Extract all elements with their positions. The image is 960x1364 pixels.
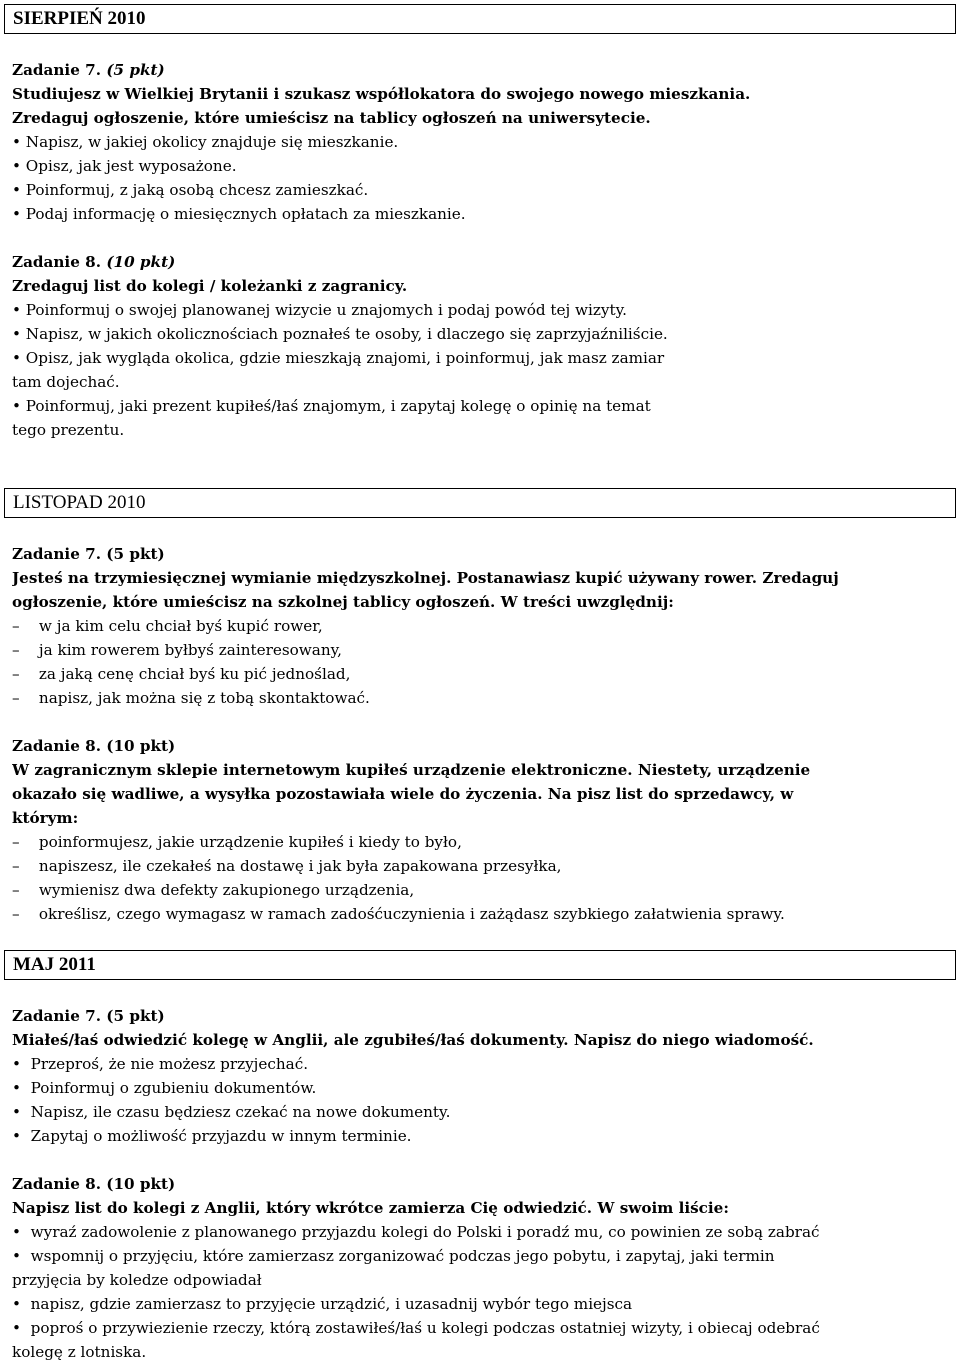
task-7-heading: Zadanie 7. (5 pkt) — [12, 1007, 165, 1025]
section-header-listopad-2010: LISTOPAD 2010 — [4, 488, 956, 518]
task-8-heading: Zadanie 8. (10 pkt) — [12, 1175, 176, 1193]
task-7-heading: Zadanie 7. (5 pkt) — [12, 545, 165, 563]
list-item: • wyraź zadowolenie z planowanego przyjazdu kolegi do Polski i poradź mu, co powinien ze sobą zabrać — [12, 1223, 820, 1241]
list-item: • poproś o przywiezienie rzeczy, którą zostawiłeś/łaś u kolegi podczas ostatniej wizyty, i obiecaj odebrać — [12, 1319, 820, 1337]
list-item-continuation: kolegę z lotniska. — [12, 1343, 147, 1361]
bullet-icon: • — [12, 1223, 21, 1241]
task-line: którym: — [12, 809, 79, 827]
task-line: ogłoszenie, które umieścisz na szkolnej tablicy ogłoszeń. W treści uwzględnij: — [12, 593, 674, 611]
list-item: • Opisz, jak jest wyposażone. — [12, 157, 237, 175]
task-line: Zredaguj ogłoszenie, które umieścisz na tablicy ogłoszeń na uniwersytecie. — [12, 109, 651, 127]
list-item: • Napisz, w jakich okolicznościach poznałeś te osoby, i dlaczego się zaprzyjaźniliście. — [12, 325, 668, 343]
task-8-heading: Zadanie 8. (10 pkt) — [12, 253, 176, 271]
dash-icon: – — [12, 905, 20, 923]
list-item-continuation: tego prezentu. — [12, 421, 125, 439]
list-item: • Zapytaj o możliwość przyjazdu w innym terminie. — [12, 1127, 412, 1145]
bullet-icon: • — [12, 349, 21, 367]
dash-icon: – — [12, 689, 20, 707]
bullet-icon: • — [12, 1103, 21, 1121]
task-line: Jesteś na trzymiesięcznej wymianie międzyszkolnej. Postanawiasz kupić używany rower. Zredaguj — [12, 569, 839, 587]
list-item: – napiszesz, ile czekałeś na dostawę i jak była zapakowana przesyłka, — [12, 857, 562, 875]
list-item: – za jaką cenę chciał byś ku pić jednoślad, — [12, 665, 351, 683]
list-item: • Przeproś, że nie możesz przyjechać. — [12, 1055, 309, 1073]
dash-icon: – — [12, 857, 20, 875]
dash-icon: – — [12, 641, 20, 659]
task-line: okazało się wadliwe, a wysyłka pozostawiała wiele do życzenia. Na pisz list do sprzedawcy, w — [12, 785, 794, 803]
task-line: Studiujesz w Wielkiej Brytanii i szukasz współlokatora do swojego nowego mieszkania. — [12, 85, 751, 103]
list-item: • Opisz, jak wygląda okolica, gdzie mieszkają znajomi, i poinformuj, jak masz zamiar — [12, 349, 665, 367]
bullet-icon: • — [12, 205, 21, 223]
list-item: – napisz, jak można się z tobą skontaktować. — [12, 689, 370, 707]
task-8-heading: Zadanie 8. (10 pkt) — [12, 737, 176, 755]
bullet-icon: • — [12, 325, 21, 343]
list-item: • napisz, gdzie zamierzasz to przyjęcie urządzić, i uzasadnij wybór tego miejsca — [12, 1295, 633, 1313]
list-item: • Poinformuj o zgubieniu dokumentów. — [12, 1079, 317, 1097]
task-7-heading: Zadanie 7. (5 pkt) — [12, 61, 165, 79]
dash-icon: – — [12, 881, 20, 899]
list-item: • Napisz, ile czasu będziesz czekać na nowe dokumenty. — [12, 1103, 451, 1121]
task-line: Napisz list do kolegi z Anglii, który wkrótce zamierza Cię odwiedzić. W swoim liście: — [12, 1199, 729, 1217]
bullet-icon: • — [12, 133, 21, 151]
section-header-sierpien-2010: SIERPIEŃ 2010 — [4, 4, 956, 34]
list-item: • Podaj informację o miesięcznych opłatach za mieszkanie. — [12, 205, 466, 223]
list-item: • wspomnij o przyjęciu, które zamierzasz zorganizować podczas jego pobytu, i zapytaj, jaki termin — [12, 1247, 775, 1265]
bullet-icon: • — [12, 1079, 21, 1097]
bullet-icon: • — [12, 1247, 21, 1265]
dash-icon: – — [12, 833, 20, 851]
task-line: Miałeś/łaś odwiedzić kolegę w Anglii, ale zgubiłeś/łaś dokumenty. Napisz do niego wiadomość. — [12, 1031, 814, 1049]
list-item: • Poinformuj o swojej planowanej wizycie u znajomych i podaj powód tej wizyty. — [12, 301, 627, 319]
dash-icon: – — [12, 665, 20, 683]
bullet-icon: • — [12, 301, 21, 319]
task-line: W zagranicznym sklepie internetowym kupiłeś urządzenie elektroniczne. Niestety, urządzenie — [12, 761, 811, 779]
bullet-icon: • — [12, 157, 21, 175]
list-item: • Napisz, w jakiej okolicy znajduje się mieszkanie. — [12, 133, 399, 151]
bullet-icon: • — [12, 1055, 21, 1073]
bullet-icon: • — [12, 1295, 21, 1313]
list-item: – wymienisz dwa defekty zakupionego urządzenia, — [12, 881, 415, 899]
bullet-icon: • — [12, 1127, 21, 1145]
list-item-continuation: tam dojechać. — [12, 373, 120, 391]
dash-icon: – — [12, 617, 20, 635]
list-item: – ja kim rowerem byłbyś zainteresowany, — [12, 641, 343, 659]
bullet-icon: • — [12, 181, 21, 199]
bullet-icon: • — [12, 1319, 21, 1337]
list-item-continuation: przyjęcia by koledze odpowiadał — [12, 1271, 262, 1289]
list-item: – poinformujesz, jakie urządzenie kupiłeś i kiedy to było, — [12, 833, 462, 851]
bullet-icon: • — [12, 397, 21, 415]
section-header-maj-2011: MAJ 2011 — [4, 950, 956, 980]
list-item: • Poinformuj, jaki prezent kupiłeś/łaś znajomym, i zapytaj kolegę o opinię na temat — [12, 397, 651, 415]
list-item: – w ja kim celu chciał byś kupić rower, — [12, 617, 323, 635]
list-item: • Poinformuj, z jaką osobą chcesz zamieszkać. — [12, 181, 369, 199]
list-item: – określisz, czego wymagasz w ramach zadośćuczynienia i zażądasz szybkiego załatwienia sprawy. — [12, 905, 785, 923]
task-line: Zredaguj list do kolegi / koleżanki z zagranicy. — [12, 277, 408, 295]
